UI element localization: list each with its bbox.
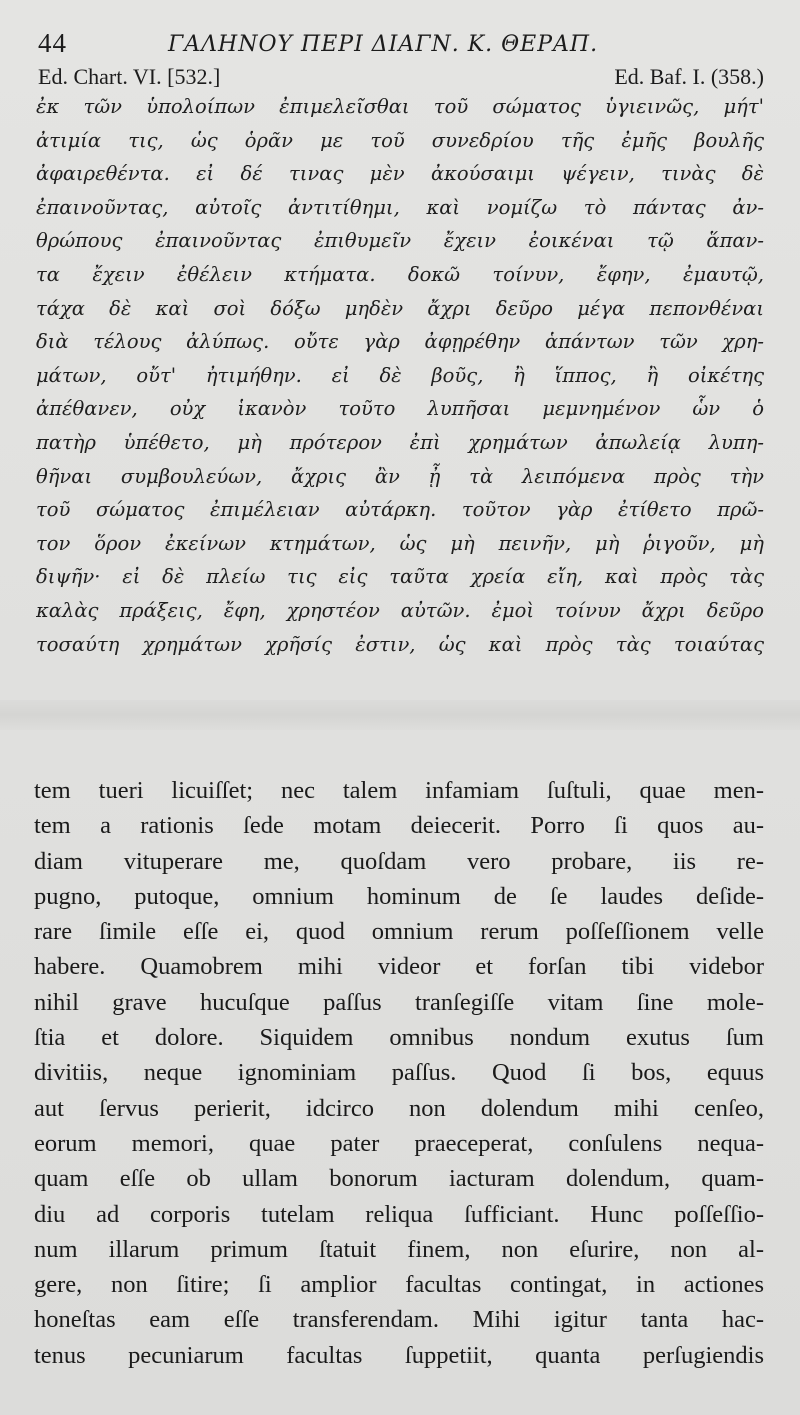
latin-text-line: pugno, putoque, omnium hominum de ſe laudes deſide-	[34, 882, 764, 910]
latin-text-line: num illarum primum ſtatuit finem, non eſurire, non al-	[34, 1235, 764, 1263]
latin-text-line: ſtia et dolore. Siquidem omnibus nondum exutus ſum	[34, 1024, 764, 1052]
page-number: 44	[38, 28, 67, 58]
greek-text-line: διὰ τέλους ἀλύπως. οὔτε γὰρ ἀφῃρέθην ἁπάντων τῶν χρη-	[36, 330, 764, 354]
latin-text-line: quam eſſe ob ullam bonorum iacturam dolendum, quam-	[34, 1165, 764, 1193]
greek-text-line: θῆναι συμβουλεύων, ἄχρις ἂν ᾖ τὰ λειπόμενα πρὸς τὴν	[36, 464, 764, 488]
edition-reference-basel: Ed. Baf. I. (358.)	[614, 64, 764, 89]
latin-text-line: honeſtas eam eſſe transferendam. Mihi igitur tanta hac-	[34, 1306, 764, 1334]
show-through-shadow	[0, 700, 800, 730]
greek-text-line: τοσαύτη χρημάτων χρῆσίς ἐστιν, ὡς καὶ πρὸς τὰς τοιαύτας	[36, 632, 764, 656]
greek-text-line: τοῦ σώματος ἐπιμέλειαν αὐτάρκη. τοῦτον γὰρ ἐτίθετο πρῶ-	[36, 498, 764, 522]
greek-text-line: τον ὅρον ἐκείνων κτημάτων, ὡς μὴ πεινῆν, μὴ ῥιγοῦν, μὴ	[36, 531, 764, 555]
greek-text-line: ἀπέθανεν, οὐχ ἱκανὸν τοῦτο λυπῆσαι μεμνημένον ὧν ὁ	[36, 397, 764, 421]
greek-text-line: καλὰς πράξεις, ἔφη, χρηστέον αὐτῶν. ἐμοὶ τοίνυν ἄχρι δεῦρο	[36, 598, 764, 622]
running-title: ΓΑΛΗΝΟΥ ΠΕΡΙ ΔΙΑΓΝ. Κ. ΘΕΡΑΠ.	[168, 32, 599, 57]
latin-text-line: nihil grave hucuſque paſſus tranſegiſſe vitam ſine mole-	[34, 988, 764, 1016]
greek-text-line: τάχα δὲ καὶ σοὶ δόξω μηδὲν ἄχρι δεῦρο μέγα πεπονθέναι	[36, 296, 764, 320]
latin-text-line: tenus pecuniarum facultas ſuppetiit, quanta perſugiendis	[34, 1341, 764, 1369]
greek-text-line: τα ἔχειν ἐθέλειν κτήματα. δοκῶ τοίνυν, ἔφην, ἐμαυτῷ,	[36, 262, 764, 286]
latin-text-block	[34, 773, 764, 1373]
latin-text-line: aut ſervus perierit, idcirco non dolendum mihi cenſeo,	[34, 1094, 764, 1122]
greek-text-line: μάτων, οὔτ' ἠτιμήθην. εἰ δὲ βοῦς, ἢ ἵππος, ἢ οἰκέτης	[36, 363, 764, 387]
latin-text-line: tem a rationis ſede motam deiecerit. Porro ſi quos au-	[34, 812, 764, 840]
latin-text-line: diam vituperare me, quoſdam vero probare, iis re-	[34, 847, 764, 875]
greek-text-line: διψῆν· εἰ δὲ πλείω τις εἰς ταῦτα χρεία εἴη, καὶ πρὸς τὰς	[36, 565, 764, 589]
greek-text-line: πατὴρ ὑπέθετο, μὴ πρότερον ἐπὶ χρημάτων ἀπωλείᾳ λυπη-	[36, 430, 764, 454]
latin-text-line: tem tueri licuiſſet; nec talem infamiam ſuſtuli, quae men-	[34, 777, 764, 804]
greek-text-line: θρώπους ἐπαινοῦντας ἐπιθυμεῖν ἔχειν ἐοικέναι τῷ ἅπαν-	[36, 229, 764, 253]
latin-text-line: eorum memori, quae pater praeceperat, conſulens nequa-	[34, 1129, 764, 1157]
latin-text-line: rare ſimile eſſe ei, quod omnium rerum poſſeſſionem velle	[34, 918, 764, 946]
running-head	[38, 28, 762, 62]
latin-text-line: divitiis, neque ignominiam paſſus. Quod ſi bos, equus	[34, 1059, 764, 1087]
latin-text-line: habere. Quamobrem mihi videor et forſan tibi videbor	[34, 953, 764, 981]
greek-text-line: ἀτιμία τις, ὡς ὁρᾶν με τοῦ συνεδρίου τῆς ἐμῆς βουλῆς	[36, 128, 764, 152]
edition-reference-chartier: Ed. Chart. VI. [532.]	[38, 64, 221, 89]
latin-text-line: gere, non ſitire; ſi amplior facultas contingat, in actiones	[34, 1271, 764, 1299]
greek-text-line: ἐκ τῶν ὑπολοίπων ἐπιμελεῖσθαι τοῦ σώματος ὑγιεινῶς, μήτ'	[36, 95, 764, 118]
greek-text-line: ἐπαινοῦντας, αὐτοῖς ἀντιτίθημι, καὶ νομίζω τὸ πάντας ἀν-	[36, 195, 764, 219]
greek-text-line: ἀφαιρεθέντα. εἰ δέ τινας μὲν ἀκούσαιμι ψέγειν, τινὰς δὲ	[36, 162, 764, 186]
greek-text-block	[36, 90, 764, 661]
latin-text-line: diu ad corporis tutelam reliqua ſufficiant. Hunc poſſeſſio-	[34, 1200, 764, 1228]
